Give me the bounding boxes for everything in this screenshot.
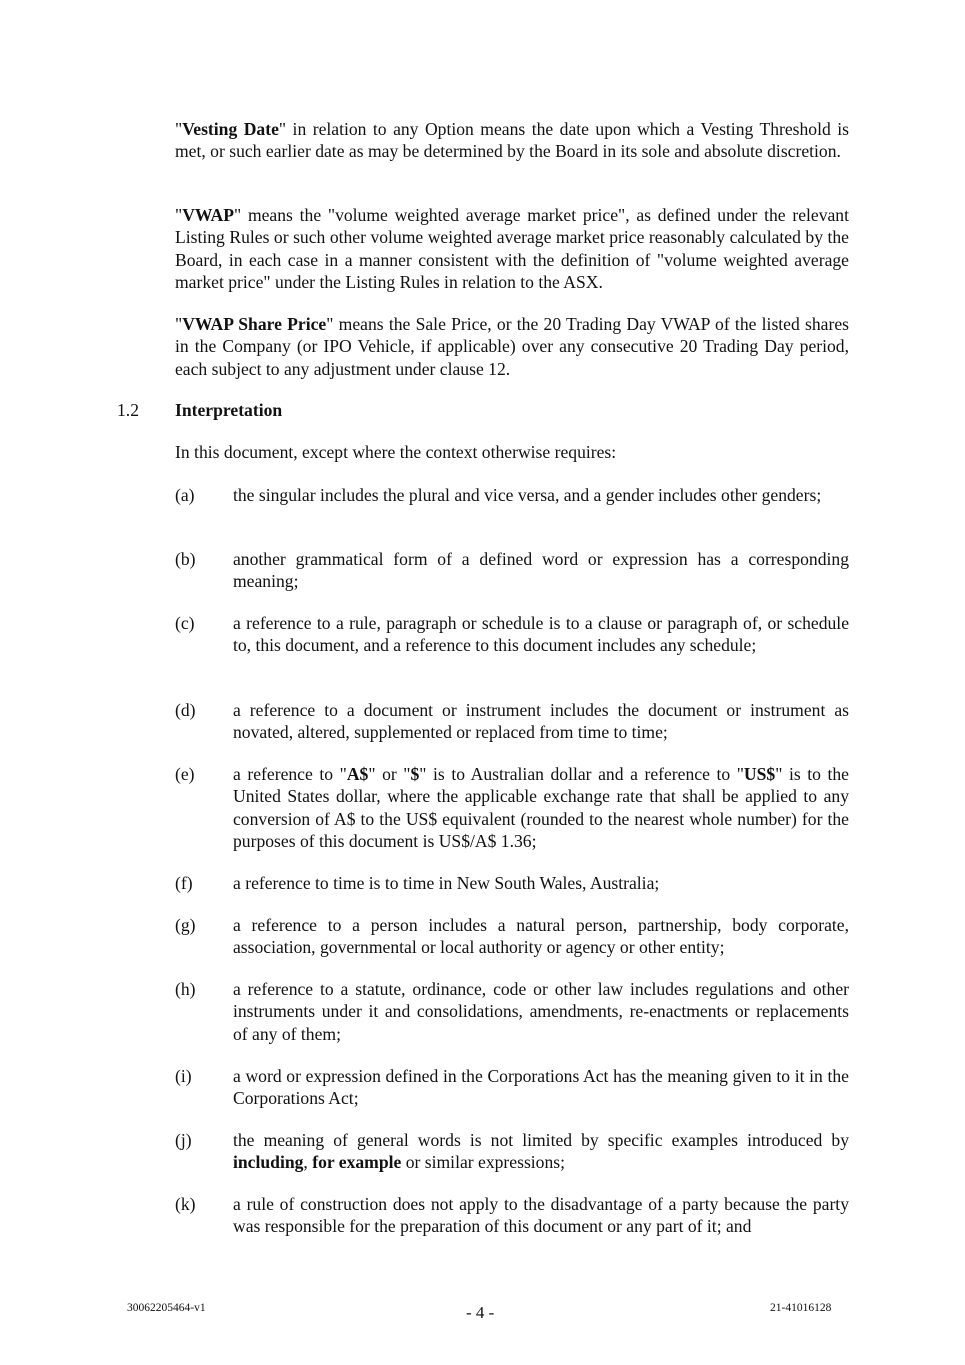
item-label: (a)	[175, 485, 195, 505]
matter-number: 21-41016128	[770, 1302, 832, 1314]
definition-text: means the Sale Price, or the 20 Trading Day VWAP of the listed shares in the Company (or IPO Vehicle, if applicable) over any consecutive 20 Trading Day period, each subject to any adjustment under clause 12.	[175, 314, 849, 379]
page-number: - 4 -	[466, 1303, 495, 1322]
item-label: (j)	[175, 1130, 192, 1150]
section-number: 1.2	[117, 400, 139, 420]
defined-term: US$	[743, 764, 776, 784]
item-label: (e)	[175, 764, 195, 784]
item-text: a reference to a statute, ordinance, code or other law includes regulations and other instruments under it and consolidations, amendments, re-enactments or replacements of any of them;	[233, 979, 849, 1044]
item-label: (f)	[175, 873, 193, 893]
item-text-examples	[233, 1129, 849, 1174]
text-run: or similar expressions;	[401, 1152, 566, 1173]
item-text: a rule of construction does not apply to the disadvantage of a party because the party was responsible for the preparation of this document or any part of it; and	[233, 1194, 849, 1237]
item-label: (i)	[175, 1066, 192, 1086]
section-intro: In this document, except where the context otherwise requires:	[175, 442, 617, 462]
emphasis-term: including	[233, 1152, 304, 1173]
text-run: " is to Australian dollar and a reference to "	[419, 764, 744, 784]
definition-vwap-share-price: "VWAP Share Price" means the Sale Price, or the 20 Trading Day VWAP of the listed shares in the Company (or IPO Vehicle, if applicable) over any consecutive 20 Trading Day period, each subject to any adjustment under clause 12.	[175, 314, 849, 379]
defined-term: Vesting Date	[182, 119, 279, 139]
item-text: a word or expression defined in the Corporations Act has the meaning given to it in the Corporations Act;	[233, 1066, 849, 1109]
item-text-currency	[233, 763, 849, 852]
definition-text: means the "volume weighted average market price", as defined under the relevant Listing Rules or such other volume weighted average market price reasonably calculated by the Board, in each case in a manner consistent with the definition of "volume weighted average market price" under the Listing Rules in relation to the ASX.	[175, 205, 849, 292]
defined-term: A$	[346, 764, 369, 784]
text-run: the meaning of general words is not limited by specific examples introduced by	[233, 1130, 849, 1150]
item-text: another grammatical form of a defined word or expression has a corresponding meaning;	[233, 549, 849, 592]
definition-vesting-date: "Vesting Date" in relation to any Option means the date upon which a Vesting Threshold is met, or such earlier date as may be determined by the Board in its sole and absolute discretion.	[175, 119, 849, 162]
item-text: a reference to a rule, paragraph or schedule is to a clause or paragraph of, or schedule to, this document, and a reference to this document includes any schedule;	[233, 613, 849, 656]
item-text: a reference to a person includes a natural person, partnership, body corporate, association, governmental or local authority or agency or other entity;	[233, 915, 849, 958]
item-text: a reference to time is to time in New South Wales, Australia;	[233, 873, 660, 893]
document-id: 30062205464-v1	[127, 1302, 206, 1314]
item-label: (h)	[175, 979, 196, 999]
defined-term: VWAP	[182, 205, 234, 225]
text-run: " or "	[368, 764, 411, 784]
defined-term: $	[410, 764, 420, 784]
item-label: (c)	[175, 613, 195, 633]
item-text: a reference to a document or instrument includes the document or instrument as novated, altered, supplemented or replaced from time to time;	[233, 700, 849, 743]
item-text: the singular includes the plural and vice versa, and a gender includes other genders;	[233, 485, 822, 505]
item-label: (d)	[175, 700, 196, 720]
emphasis-term: for example	[312, 1152, 402, 1173]
defined-term: VWAP Share Price	[182, 314, 327, 334]
text-run: " is to the United States dollar, where the applicable exchange rate that shall be applied to any conversion of A$ to the US$ equivalent (rounded to the nearest whole number) for the purposes of this document is US$/A$ 1.36;	[233, 764, 849, 851]
definition-vwap: "VWAP" means the "volume weighted average market price", as defined under the relevant Listing Rules or such other volume weighted average market price reasonably calculated by the Board, in each case in a manner consistent with the definition of "volume weighted average market price" under the Listing Rules in relation to the ASX.	[175, 205, 849, 292]
item-label: (b)	[175, 549, 196, 569]
section-title: Interpretation	[175, 400, 283, 420]
item-label: (g)	[175, 915, 196, 935]
definition-text: in relation to any Option means the date upon which a Vesting Threshold is met, or such earlier date as may be determined by the Board in its sole and absolute discretion.	[175, 119, 849, 162]
item-label: (k)	[175, 1194, 196, 1214]
text-run: ,	[303, 1152, 313, 1173]
text-run: a reference to "	[233, 764, 347, 784]
